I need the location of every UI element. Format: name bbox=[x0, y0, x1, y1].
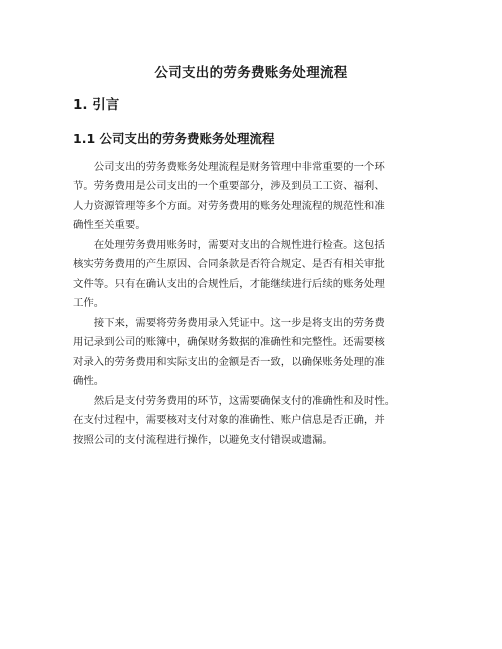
paragraph-line: 对录入的劳务费用和实际支出的金额是否一致，以确保账务处理的准 bbox=[73, 355, 385, 368]
paragraph-line: 公司支出的劳务费账务处理流程是财务管理中非常重要的一个环 bbox=[73, 161, 385, 173]
paragraph-line: 按照公司的支付流程进行操作，以避免支付错误或遗漏。 bbox=[73, 433, 333, 446]
paragraph-line: 确性。 bbox=[73, 375, 105, 388]
subsection-heading-process: 1.1 公司支出的劳务费账务处理流程 bbox=[73, 131, 275, 146]
paragraph-line: 在处理劳务费用账务时，需要对支出的合规性进行检查。这包括 bbox=[73, 239, 385, 251]
paragraph-4 bbox=[73, 392, 453, 450]
paragraph-line: 确性至关重要。 bbox=[73, 219, 146, 232]
paragraph-1 bbox=[73, 158, 453, 236]
paragraph-line: 节。劳务费用是公司支出的一个重要部分，涉及到员工工资、福利、 bbox=[73, 180, 385, 193]
paragraph-line: 工作。 bbox=[73, 297, 105, 310]
document-title: 公司支出的劳务费账务处理流程 bbox=[154, 65, 348, 81]
paragraph-2 bbox=[73, 236, 453, 314]
paragraph-line: 文件等。只有在确认支出的合规性后，才能继续进行后续的账务处理 bbox=[73, 277, 385, 290]
paragraph-line: 在支付过程中，需要核对支付对象的准确性、账户信息是否正确，并 bbox=[73, 414, 385, 427]
section-heading-introduction: 1. 引言 bbox=[73, 97, 120, 113]
paragraph-line: 人力资源管理等多个方面。对劳务费用的账务处理流程的规范性和准 bbox=[73, 199, 385, 212]
paragraph-line: 核实劳务费用的产生原因、合同条款是否符合规定、是否有相关审批 bbox=[73, 258, 385, 271]
paragraph-line: 用记录到公司的账簿中，确保财务数据的准确性和完整性。还需要核 bbox=[73, 336, 385, 349]
paragraph-line: 然后是支付劳务费用的环节，这需要确保支付的准确性和及时性。 bbox=[73, 395, 396, 407]
paragraph-3 bbox=[73, 314, 453, 392]
paragraph-line: 接下来，需要将劳务费用录入凭证中。这一步是将支出的劳务费 bbox=[73, 317, 385, 329]
